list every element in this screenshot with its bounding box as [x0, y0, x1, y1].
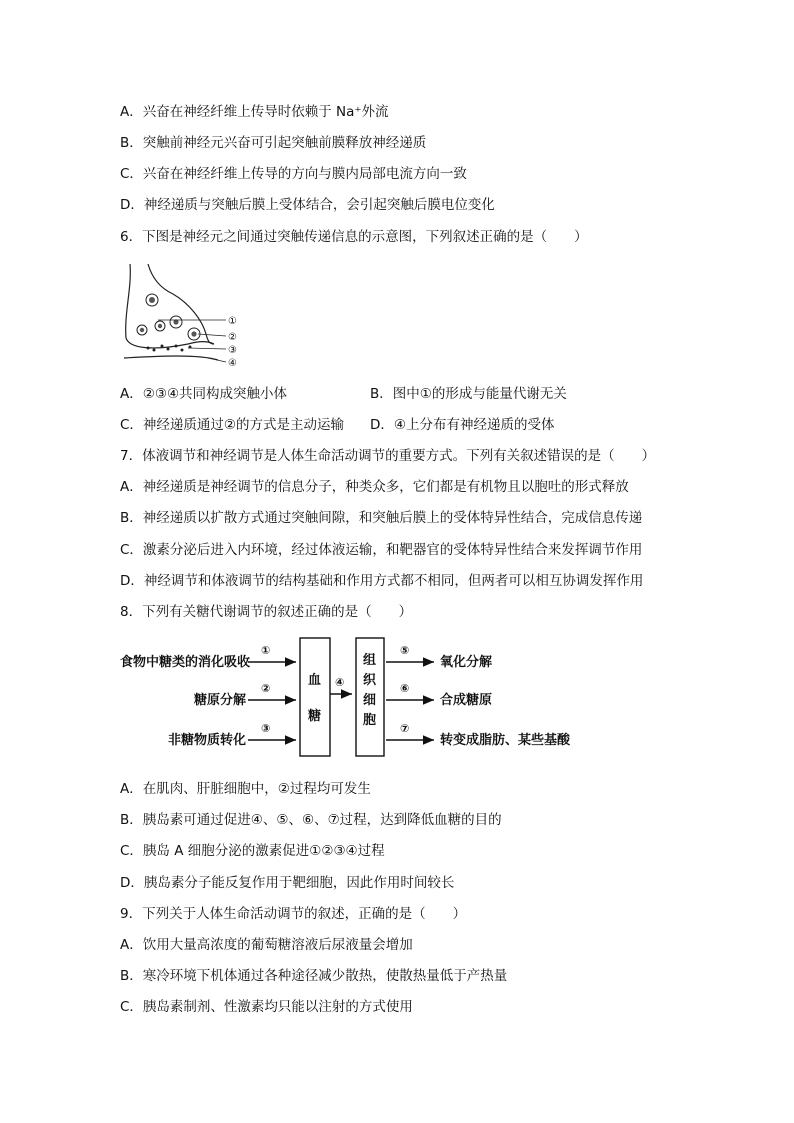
flow-num-1: ① [261, 644, 271, 657]
q7-option-a: A．神经递质是神经调节的信息分子，种类众多，它们都是有机物且以胞吐的形式释放 [120, 479, 629, 495]
fig-label-4: ④ [228, 358, 237, 369]
q6-option-c: C．神经递质通过②的方式是主动运输 [120, 417, 345, 433]
q5-option-c: C．兴奋在神经纤维上传导的方向与膜内局部电流方向一致 [120, 166, 467, 182]
q7-option-c: C．激素分泌后进入内环境，经过体液运输，和靶器官的受体特异性结合来发挥调节作用 [120, 542, 643, 558]
q6-option-b: B．图中①的形成与能量代谢无关 [370, 386, 567, 402]
q8-option-d: D．胰岛素分子能反复作用于靶细胞，因此作用时间较长 [120, 875, 455, 891]
flow-num-6: ⑥ [400, 682, 410, 695]
q5-option-d: D．神经递质与突触后膜上受体结合，会引起突触后膜电位变化 [120, 197, 495, 213]
box-cell-char-2: 织 [363, 673, 377, 688]
flow-num-2: ② [261, 682, 271, 695]
q6-option-a: A．②③④共同构成突触小体 [120, 386, 288, 402]
box-cell-char-1: 组 [363, 653, 377, 668]
q7-option-d: D．神经调节和体液调节的结构基础和作用方式都不相同，但两者可以相互协调发挥作用 [120, 573, 644, 589]
source-label-1: 食物中糖类的消化吸收 [120, 655, 251, 670]
q6-option-d: D．④上分布有神经递质的受体 [370, 417, 555, 433]
q8-option-a: A．在肌肉、肝脏细胞中，②过程均可发生 [120, 781, 371, 797]
q7-option-b: B．神经递质以扩散方式通过突触间隙，和突触后膜上的受体特异性结合，完成信息传递 [120, 510, 643, 526]
flow-num-7: ⑦ [400, 722, 410, 735]
box-blood-char-1: 血 [308, 673, 322, 688]
q8-option-b: B．胰岛素可通过促进④、⑤、⑥、⑦过程，达到降低血糖的目的 [120, 812, 502, 828]
fig-label-2: ② [228, 332, 237, 343]
q9-option-c: C．胰岛素制剂、性激素均只能以注射的方式使用 [120, 999, 413, 1015]
q8-option-c: C．胰岛 A 细胞分泌的激素促进①②③④过程 [120, 843, 385, 859]
fig-label-1: ① [228, 316, 237, 327]
box-cell-char-4: 胞 [363, 713, 377, 728]
q7-stem: 7．体液调节和神经调节是人体生命活动调节的重要方式。下列有关叙述错误的是（ ） [120, 448, 656, 464]
q9-option-a: A．饮用大量高浓度的葡萄糖溶液后尿液量会增加 [120, 937, 413, 953]
output-label-1: 氧化分解 [440, 655, 493, 670]
fig-label-3: ③ [228, 345, 237, 356]
box-cell-char-3: 细 [363, 693, 377, 708]
flow-num-4: ④ [335, 676, 345, 689]
flow-num-5: ⑤ [400, 644, 410, 657]
source-label-3: 非糖物质转化 [168, 733, 247, 748]
q8-stem: 8．下列有关糖代谢调节的叙述正确的是（ ） [120, 604, 413, 620]
flow-num-3: ③ [261, 722, 271, 735]
output-label-2: 合成糖原 [440, 693, 493, 708]
output-label-3: 转变成脂肪、某些基酸 [440, 733, 571, 748]
q6-stem: 6．下图是神经元之间通过突触传递信息的示意图，下列叙述正确的是（ ） [120, 229, 588, 245]
box-blood-char-2: 糖 [308, 709, 322, 724]
synapse-figure [118, 258, 248, 370]
q5-option-b: B．突触前神经元兴奋可引起突触前膜释放神经递质 [120, 135, 427, 151]
glucose-flow-diagram [116, 634, 576, 762]
q9-stem: 9．下列关于人体生命活动调节的叙述，正确的是（ ） [120, 906, 467, 922]
q9-option-b: B．寒冷环境下机体通过各种途径减少散热，使散热量低于产热量 [120, 968, 508, 984]
q5-option-a: A．兴奋在神经纤维上传导时依赖于 Na⁺外流 [120, 104, 389, 120]
source-label-2: 糖原分解 [194, 693, 247, 708]
